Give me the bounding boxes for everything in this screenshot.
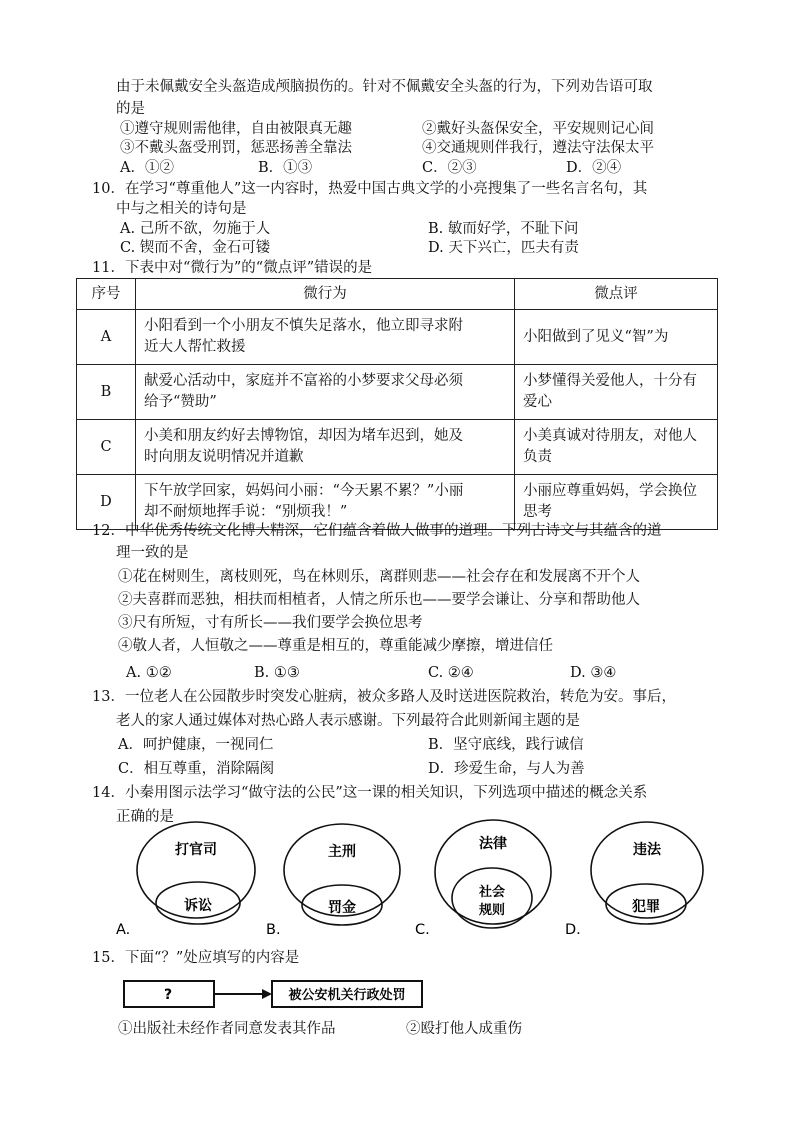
q12-stem-line2: 理一致的是 [116,545,189,561]
q9-stem-line1: 由于未佩戴安全头盔造成颅脑损伤的。针对不佩戴安全头盔的行为，下列劝告语可取 [116,79,653,95]
q13-option-a: A．呵护健康，一视同仁 [118,737,274,753]
q9-option-d: D．②④ [566,160,622,176]
diagram-a [116,822,255,938]
q9-option-a: A．①② [120,160,174,176]
question-box-label: ? [163,987,173,1003]
diagram-b [266,824,400,938]
q10-option-d: D. 天下兴亡，匹夫有责 [428,240,579,256]
arrow-head-icon [262,989,272,999]
header-comment: 微点评 [515,279,718,310]
q14-stem-line2: 正确的是 [116,809,174,825]
q10-option-c: C. 锲而不舍，金石可镂 [120,240,271,256]
row-behavior-line: 近大人帮忙救援 [144,339,246,355]
q9-item-3: ③不戴头盔受刑罚，惩恶扬善全靠法 [120,140,352,156]
q12-option-d: D. ③④ [570,665,617,681]
q10-stem-line2: 中与之相关的诗句是 [116,201,247,217]
diagram-c-letter: C. [415,922,430,938]
diagram-c-inner-label-2: 规则 [478,903,506,918]
q12-item-1: ①花在树则生，离枝则死，鸟在林则乐，离群则悲——社会存在和发展离不开个人 [118,569,640,585]
row-comment-line: 爱心 [523,394,552,410]
q10-option-b: B. 敏而好学，不耻下问 [428,221,579,237]
q12-item-2: ②夫喜群而恶独，相扶而相植者，人情之所乐也——要学会谦让、分享和帮助他人 [118,592,640,608]
q15-item-1: ①出版社未经作者同意发表其作品 [118,1021,336,1037]
row-behavior-line: 下午放学回家，妈妈问小丽：“今天累不累？”小丽 [144,483,464,499]
diagram-d-inner-label: 犯罪 [632,899,660,915]
diagram-b-outer-label: 主刑 [328,844,356,860]
q9-stem-line2: 的是 [116,101,145,117]
q13-option-c: C．相互尊重，消除隔阂 [118,761,275,777]
q10-stem-line1: 10．在学习“尊重他人”这一内容时，热爱中国古典文学的小亮搜集了一些名言名句，其 [92,181,648,197]
row-seq: A [77,310,136,365]
q12-item-3: ③尺有所短，寸有所长——我们要学会换位思考 [118,615,423,631]
row-comment-line: 小丽应尊重妈妈，学会换位 [523,483,697,499]
diagram-c [415,820,551,938]
q15-flow [124,981,422,1007]
q12-option-b: B. ①③ [254,665,300,681]
header-behavior: 微行为 [136,279,515,310]
q10-option-a: A. 己所不欲，勿施于人 [120,221,271,237]
row-comment-line: 小梦懂得关爱他人，十分有 [523,373,697,389]
q9-item-1: ①遵守规则需他律，自由被限真无趣 [120,121,352,137]
diagram-d [565,822,703,938]
diagram-a-letter: A. [116,922,131,938]
q15-stem: 15．下面“？”处应填写的内容是 [92,950,300,966]
row-seq: D [77,475,136,530]
q9-option-b: B．①③ [258,160,313,176]
row-behavior-line: 给予“赞助” [144,394,217,410]
diagram-a-outer-label: 打官司 [175,842,217,858]
q13-stem-line2: 老人的家人通过媒体对热心路人表示感谢。下列最符合此则新闻主题的是 [116,713,580,729]
q13-stem-line1: 13．一位老人在公园散步时突发心脏病，被众多路人及时送进医院救治，转危为安。事后， [92,689,676,705]
header-seq: 序号 [77,279,136,310]
q12-option-a: A. ①② [126,665,172,681]
diagram-d-letter: D. [565,922,581,938]
row-comment-line: 负责 [523,449,552,465]
q12-stem-line1: 12．中华优秀传统文化博大精深，它们蕴含着做人做事的道理。下列古诗文与其蕴含的道 [92,523,662,539]
row-comment-line: 小阳做到了见义“智”为 [523,328,669,345]
diagram-c-inner-label-1: 社会 [478,885,506,900]
row-comment-line: 小美真诚对待朋友，对他人 [523,428,697,444]
result-box-label: 被公安机关行政处罚 [288,988,406,1003]
q14-stem-line1: 14．小秦用图示法学习“做守法的公民”这一课的相关知识，下列选项中描述的概念关系 [92,785,648,801]
q11-stem: 11．下表中对“微行为”的“微点评”错误的是 [92,260,373,276]
row-seq: C [77,420,136,475]
q9-option-c: C．②③ [422,160,477,176]
diagram-d-outer-label: 违法 [633,842,661,858]
q9-item-4: ④交通规则伴我行，遵法守法保太平 [422,140,654,156]
q12-item-4: ④敬人者，人恒敬之——尊重是相互的，尊重能减少摩擦，增进信任 [118,638,553,654]
q13-option-b: B．坚守底线，践行诚信 [428,737,584,753]
q9-item-2: ②戴好头盔保安全，平安规则记心间 [422,121,654,137]
diagram-c-outer-label: 法律 [479,836,507,852]
row-behavior-line: 小美和朋友约好去博物馆，却因为堵车迟到，她及 [144,428,463,444]
q12-option-c: C. ②④ [428,665,474,681]
diagram-a-inner-label: 诉讼 [184,898,212,914]
row-seq: B [77,365,136,420]
row-behavior-line: 小阳看到一个小朋友不慎失足落水，他立即寻求附 [144,318,463,334]
diagram-b-inner-label: 罚金 [328,900,356,916]
q15-item-2: ②殴打他人成重伤 [406,1021,522,1037]
row-behavior-line: 时向朋友说明情况并道歉 [144,449,304,465]
q13-option-d: D．珍爱生命，与人为善 [428,761,585,777]
diagram-b-letter: B. [266,922,281,938]
row-behavior-line: 献爱心活动中，家庭并不富裕的小梦要求父母必须 [144,373,463,389]
row-comment-line: 思考 [523,504,552,520]
row-behavior-line: 却不耐烦地挥手说：“别烦我！” [144,504,348,520]
